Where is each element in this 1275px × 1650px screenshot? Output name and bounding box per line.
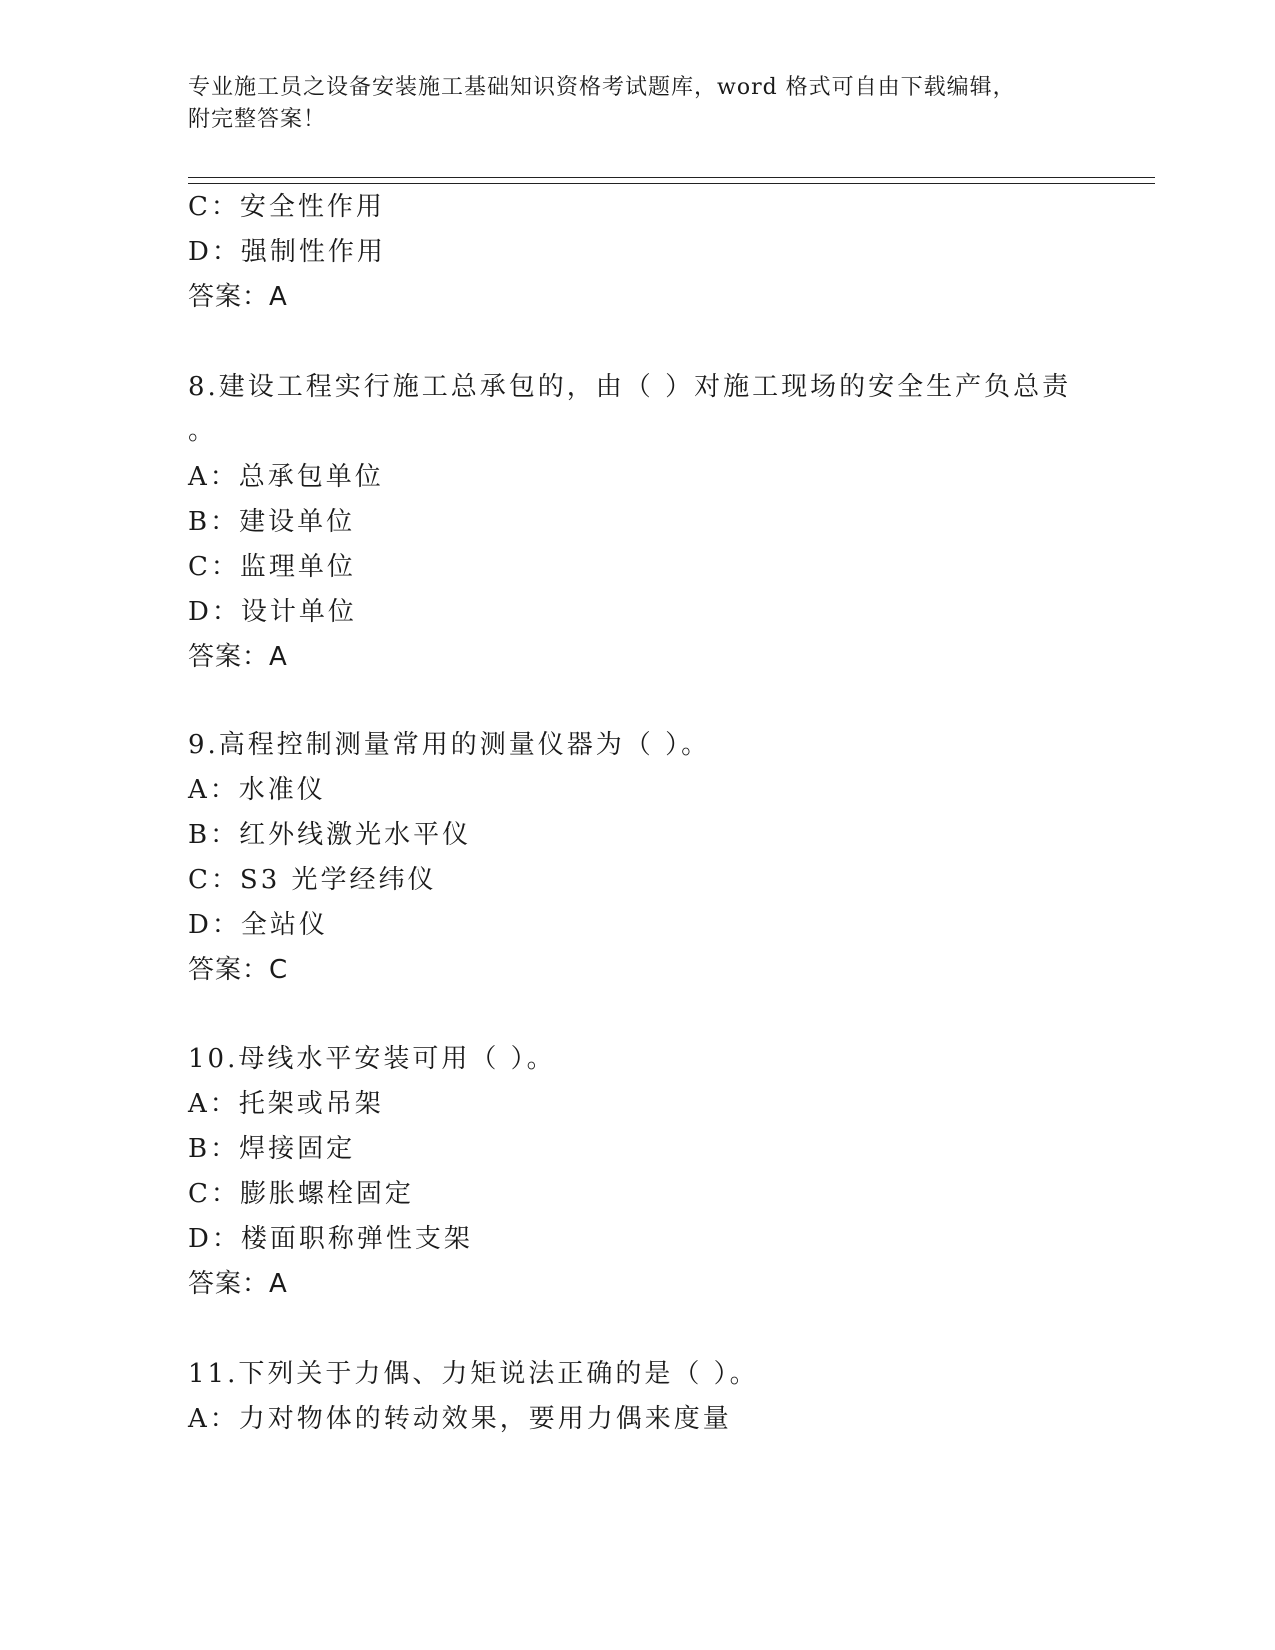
question-9: 9.高程控制测量常用的测量仪器为（ ）。: [188, 730, 711, 760]
option-c: C：S3 光学经纬仪: [188, 865, 437, 895]
answer-line: 答案：A: [188, 1269, 288, 1299]
option-a: A：总承包单位: [188, 462, 384, 492]
option-c: C：安全性作用: [188, 192, 385, 222]
answer-line: 答案：C: [188, 955, 289, 985]
question-8-continuation: 。: [188, 416, 218, 446]
header-divider-bottom: [188, 183, 1155, 184]
option-d: D：楼面职称弹性支架: [188, 1224, 473, 1254]
option-b: B：焊接固定: [188, 1134, 356, 1164]
answer-line: 答案：A: [188, 282, 288, 312]
option-b: B：红外线激光水平仪: [188, 820, 472, 850]
header-line-1: 专业施工员之设备安装施工基础知识资格考试题库，word 格式可自由下载编辑，: [188, 75, 1016, 100]
header-divider-top: [188, 177, 1155, 178]
option-b: B：建设单位: [188, 507, 356, 537]
answer-line: 答案：A: [188, 642, 288, 672]
option-d: D：全站仪: [188, 910, 328, 940]
header-line-2: 附完整答案！: [188, 107, 327, 132]
option-a: A：力对物体的转动效果，要用力偶来度量: [188, 1404, 732, 1434]
option-a: A：托架或吊架: [188, 1089, 384, 1119]
document-header: [188, 72, 1088, 136]
option-c: C：膨胀螺栓固定: [188, 1179, 414, 1209]
question-8: 8.建设工程实行施工总承包的，由（ ）对施工现场的安全生产负总责: [188, 372, 1072, 402]
question-11: 11.下列关于力偶、力矩说法正确的是（ ）。: [188, 1359, 759, 1389]
option-c: C：监理单位: [188, 552, 356, 582]
option-d: D：强制性作用: [188, 237, 386, 267]
option-d: D：设计单位: [188, 597, 357, 627]
question-10: 10.母线水平安装可用（ ）。: [188, 1044, 556, 1074]
option-a: A：水准仪: [188, 775, 326, 805]
